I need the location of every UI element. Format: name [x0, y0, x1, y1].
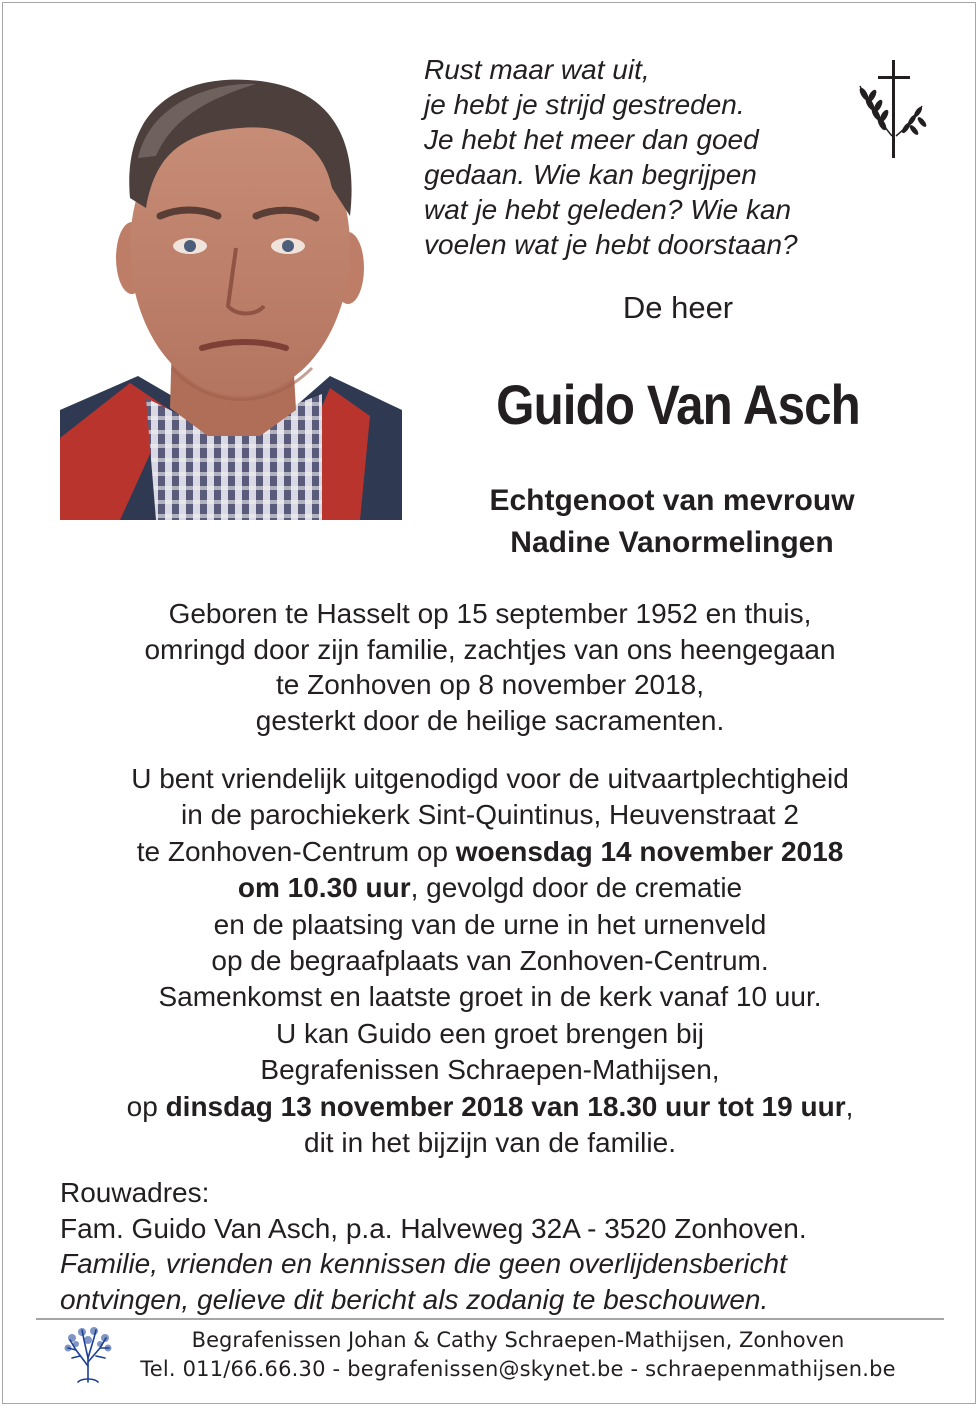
tree-logo-icon	[64, 1326, 112, 1384]
text-span: op	[126, 1090, 166, 1122]
address-note: Familie, vrienden en kennissen die geen overlijdensbericht	[60, 1248, 787, 1279]
paragraph-line: te Zonhoven op 8 november 2018,	[275, 669, 705, 700]
spouse-name: Nadine Vanormelingen	[510, 526, 834, 559]
poem-line: voelen wat je hebt doorstaan?	[424, 229, 798, 260]
paragraph-line: gesterkt door de heilige sacramenten.	[255, 704, 725, 736]
poem-line: je hebt je strijd gestreden.	[424, 89, 745, 120]
address-label: Rouwadres:	[60, 1177, 210, 1208]
poem-line: wat je hebt geleden? Wie kan	[424, 194, 792, 225]
paragraph-line	[40, 870, 940, 906]
deceased-name: Guido Van Asch	[496, 373, 860, 436]
text-span: te Zonhoven-Centrum op	[136, 835, 456, 867]
portrait-photo	[60, 38, 402, 520]
spouse-info	[418, 480, 926, 564]
birth-death-paragraph	[40, 596, 940, 738]
paragraph-line: omringd door zijn familie, zachtjes van ons heengegaan	[144, 633, 836, 665]
funeral-time: om 10.30 uur	[237, 872, 411, 904]
spouse-line: Echtgenoot van mevrouw	[489, 484, 855, 517]
paragraph-line	[40, 1089, 940, 1125]
paragraph-line: U bent vriendelijk uitgenodigd voor de uitvaartplechtigheid	[131, 763, 849, 794]
visitation-datetime: dinsdag 13 november 2018 van 18.30 uur tot 19 uur	[165, 1090, 846, 1122]
poem-line: Je hebt het meer dan goed	[424, 124, 759, 155]
address-line: Fam. Guido Van Asch, p.a. Halveweg 32A - 3520 Zonhoven.	[60, 1212, 807, 1244]
address-note: ontvingen, gelieve dit bericht als zodanig te beschouwen.	[60, 1283, 769, 1315]
cross-with-wheat-icon	[852, 58, 932, 160]
title-prefix: De heer	[622, 290, 734, 325]
paragraph-line: op de begraafplaats van Zonhoven-Centrum.	[211, 945, 769, 977]
poem	[424, 52, 864, 262]
ceremony-paragraph	[40, 761, 940, 1161]
funeral-date: woensdag 14 november 2018	[455, 835, 844, 867]
paragraph-line: en de plaatsing van de urne in het urnenveld	[213, 908, 767, 940]
poem-line: Rust maar wat uit,	[424, 54, 650, 85]
paragraph-line: Geboren te Hasselt op 15 september 1952 en thuis,	[168, 598, 812, 629]
funeral-home-footer	[120, 1326, 916, 1384]
paragraph-line: dit in het bijzijn van de familie.	[304, 1127, 676, 1159]
funeral-home-name: Begrafenissen Johan & Cathy Schraepen-Mathijsen, Zonhoven	[191, 1328, 845, 1352]
mourning-address	[60, 1175, 807, 1317]
funeral-home-contact: Tel. 011/66.66.30 - begrafenissen@skynet.be - schraepenmathijsen.be	[140, 1357, 896, 1381]
paragraph-line: U kan Guido een groet brengen bij	[275, 1017, 705, 1049]
footer-divider	[36, 1318, 944, 1320]
text-span: ,	[845, 1090, 854, 1122]
paragraph-line: Begrafenissen Schraepen-Mathijsen,	[260, 1054, 720, 1086]
paragraph-line	[40, 834, 940, 870]
poem-line: gedaan. Wie kan begrijpen	[424, 159, 757, 190]
paragraph-line: Samenkomst en laatste groet in de kerk vanaf 10 uur.	[158, 981, 822, 1013]
text-span: , gevolgd door de crematie	[410, 872, 743, 904]
paragraph-line: in de parochiekerk Sint-Quintinus, Heuvenstraat 2	[181, 799, 799, 831]
